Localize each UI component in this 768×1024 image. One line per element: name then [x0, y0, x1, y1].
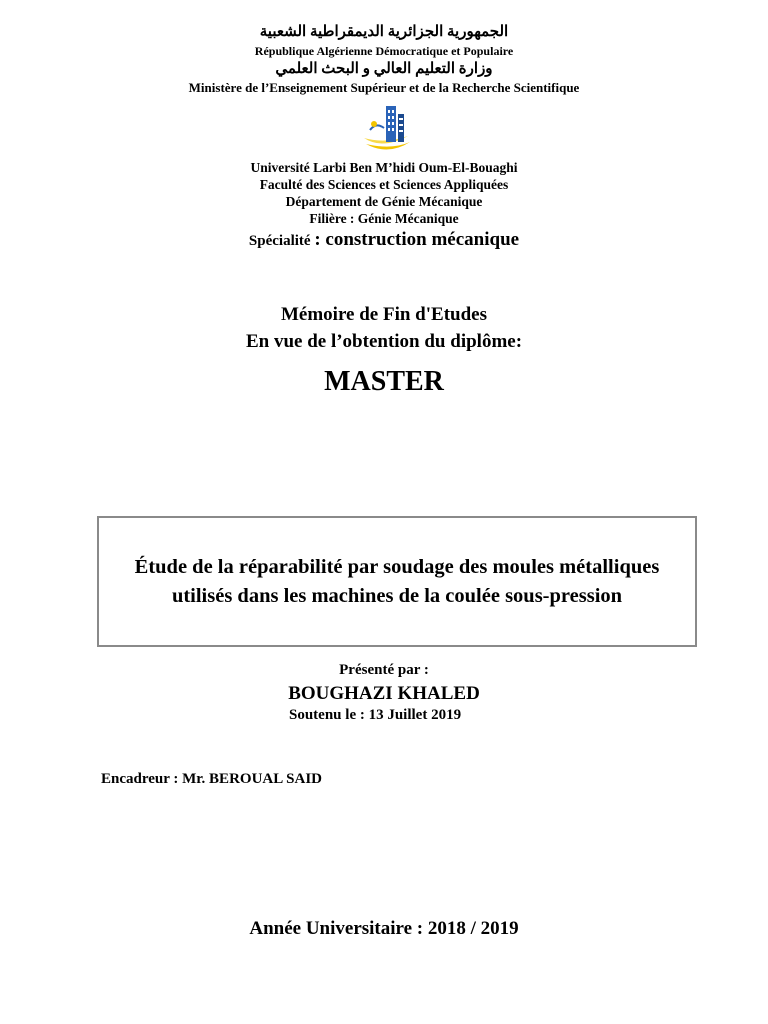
presented-by-label: Présenté par :: [339, 662, 429, 678]
thesis-title: Étude de la réparabilité par soudage des moules métalliques utilisés dans les machines de la coulée sous-pression: [134, 555, 660, 607]
arabic-republic-line: الجمهورية الجزائرية الديمقراطية الشعبية: [259, 24, 509, 40]
department-name: Département de Génie Mécanique: [285, 194, 483, 209]
arabic-ministry-line: وزارة التعليم العالي و البحث العلمي: [275, 61, 493, 77]
supervisor-line: Encadreur : Mr. BEROUAL SAID: [101, 771, 323, 787]
specialty-line: [0, 229, 768, 251]
ministry-line: Ministère de l’Enseignement Supérieur et de la Recherche Scientifique: [188, 80, 580, 95]
specialty-value: : construction mécanique: [314, 229, 520, 250]
degree-title: MASTER: [324, 366, 444, 397]
defense-date: Soutenu le : 13 Juillet 2019: [289, 707, 462, 723]
field-name: Filière : Génie Mécanique: [309, 211, 459, 226]
faculty-name: Faculté des Sciences et Sciences Appliquées: [259, 177, 509, 192]
republic-line: République Algérienne Démocratique et Populaire: [254, 44, 514, 58]
academic-year: Année Universitaire : 2018 / 2019: [249, 918, 519, 939]
university-logo: [362, 100, 414, 158]
author-name: BOUGHAZI KHALED: [288, 683, 480, 704]
specialty-label: Spécialité: [248, 233, 311, 249]
thesis-title-box: [97, 516, 697, 647]
thesis-purpose: En vue de l’obtention du diplôme:: [245, 331, 523, 352]
thesis-type: Mémoire de Fin d'Etudes: [280, 304, 487, 325]
university-name: Université Larbi Ben M’hidi Oum-El-Bouaghi: [250, 160, 518, 175]
